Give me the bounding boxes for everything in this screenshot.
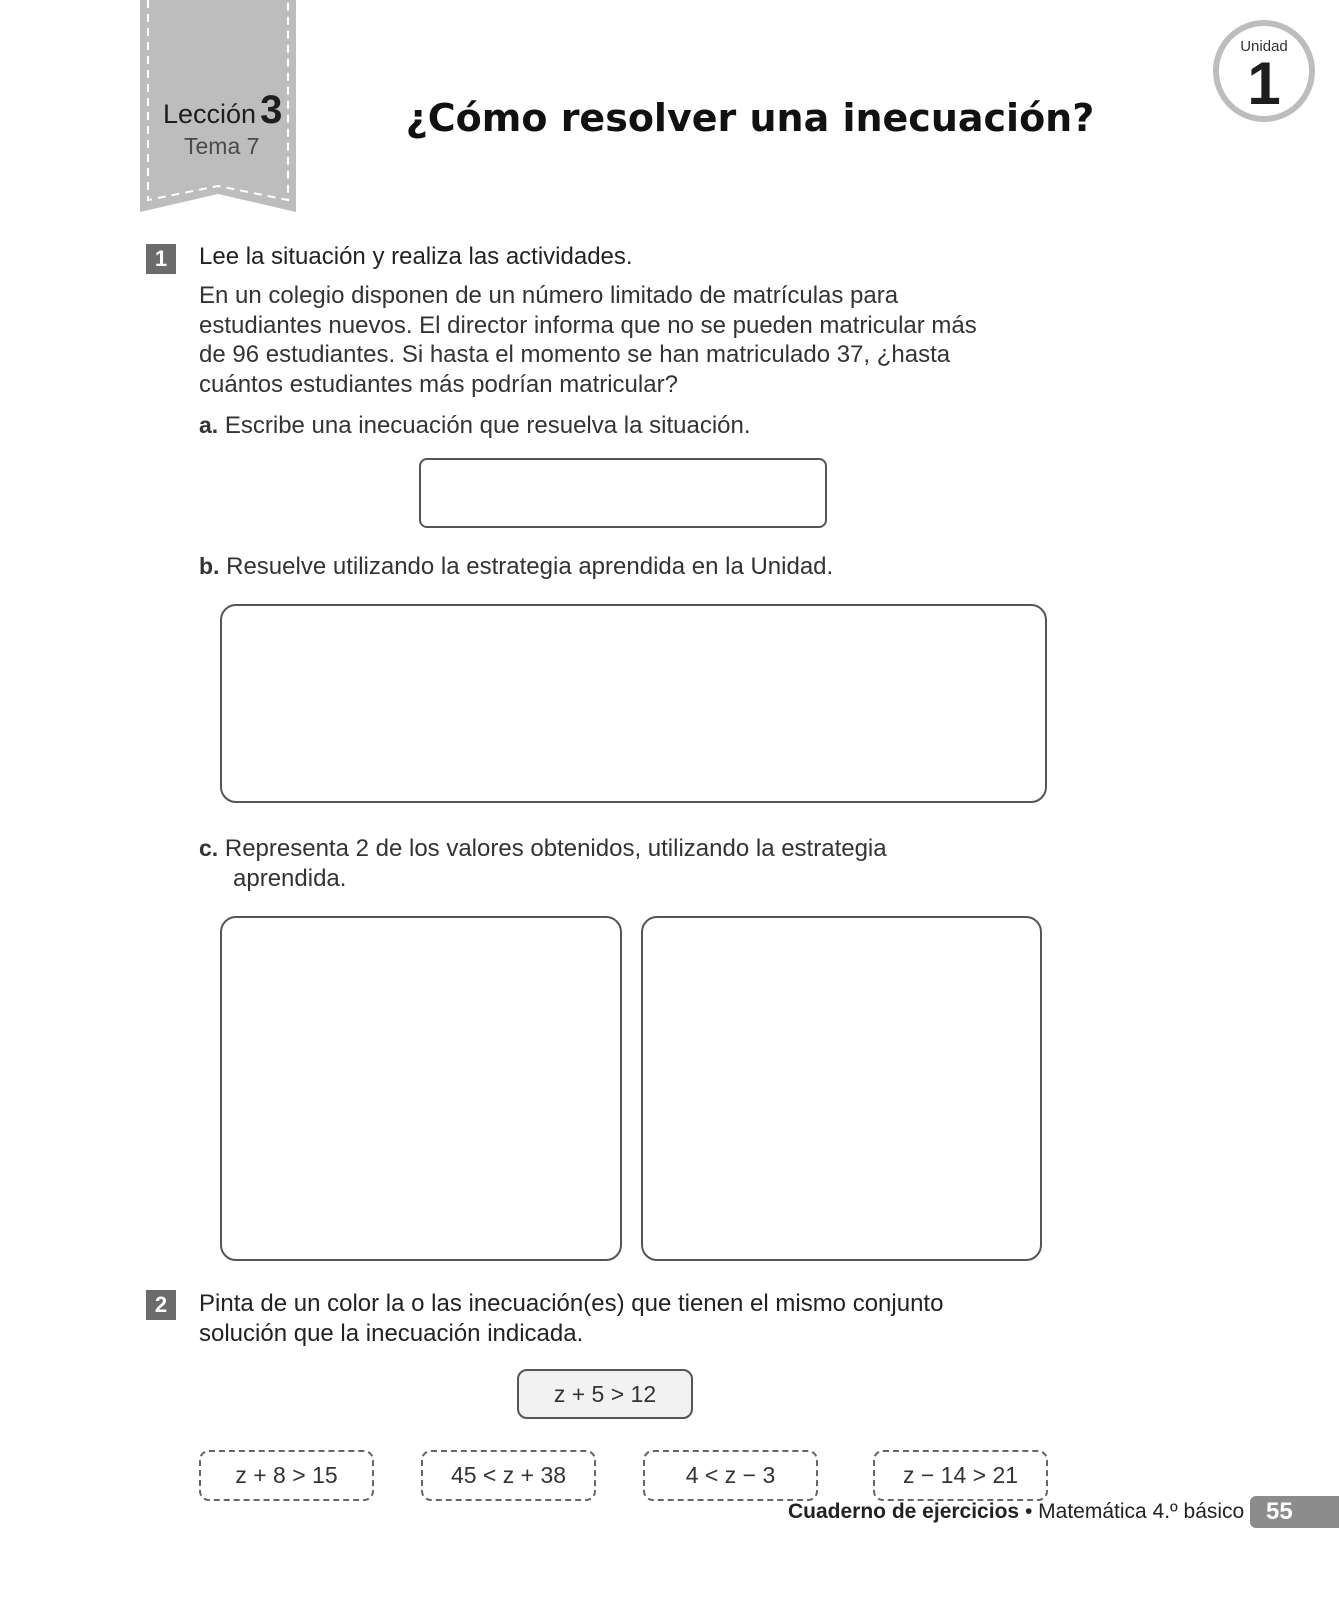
- page-number: 55: [1250, 1496, 1339, 1528]
- situation-line: En un colegio disponen de un número limitado de matrículas para: [199, 282, 899, 309]
- answer-box-a[interactable]: [419, 458, 827, 528]
- answer-box-c-right[interactable]: [641, 916, 1042, 1261]
- option-inequation[interactable]: 45 < z + 38: [421, 1450, 596, 1501]
- activity2-instruction-line1: Pinta de un color la o las inecuación(es) que tienen el mismo conjunto: [199, 1290, 944, 1317]
- item-b-text: Resuelve utilizando la estrategia aprendida en la Unidad.: [226, 553, 834, 580]
- item-a: [199, 412, 751, 440]
- item-b: [199, 553, 833, 581]
- item-a-text: Escribe una inecuación que resuelva la situación.: [224, 412, 751, 439]
- item-c-text: Representa 2 de los valores obtenidos, utilizando la estrategia: [224, 835, 887, 862]
- situation-paragraph: [199, 281, 977, 399]
- item-b-letter: b.: [199, 553, 220, 579]
- page-title: ¿Cómo resolver una inecuación?: [405, 96, 1095, 140]
- item-c-letter: c.: [199, 835, 219, 861]
- activity1-instruction: Lee la situación y realiza las actividades.: [199, 243, 633, 270]
- item-a-letter: a.: [199, 412, 219, 438]
- lesson-label: [163, 88, 282, 133]
- activity-number-2: 2: [146, 1290, 176, 1320]
- answer-box-c-left[interactable]: [220, 916, 622, 1261]
- footer-text: [788, 1500, 1244, 1524]
- situation-line: cuántos estudiantes más podrían matricular?: [199, 370, 678, 398]
- situation-line: de 96 estudiantes. Si hasta el momento se han matriculado 37, ¿hasta: [199, 341, 951, 368]
- footer-bullet: •: [1024, 1500, 1033, 1523]
- item-c-text-line2: aprendida.: [233, 864, 347, 892]
- topic-label: Tema 7: [184, 133, 260, 159]
- situation-line: estudiantes nuevos. El director informa que no se pueden matricular más: [199, 311, 977, 339]
- item-c: [199, 834, 887, 893]
- footer-subject: Matemática 4.º básico: [1038, 1500, 1245, 1523]
- option-inequation[interactable]: z + 8 > 15: [199, 1450, 374, 1501]
- activity2-instruction: [199, 1289, 943, 1348]
- option-inequation[interactable]: 4 < z − 3: [643, 1450, 818, 1501]
- footer-book: Cuaderno de ejercicios: [788, 1500, 1020, 1523]
- answer-box-b[interactable]: [220, 604, 1047, 803]
- lesson-word: Lección: [163, 99, 257, 129]
- lesson-number: 3: [260, 88, 283, 132]
- activity-number-1: 1: [146, 244, 176, 274]
- unit-number: 1: [1247, 50, 1281, 117]
- activity2-instruction-line2: solución que la inecuación indicada.: [199, 1319, 584, 1347]
- unit-badge: [1213, 20, 1313, 120]
- unit-word: Unidad: [1240, 38, 1288, 55]
- option-inequation[interactable]: z − 14 > 21: [873, 1450, 1048, 1501]
- reference-inequation: z + 5 > 12: [517, 1369, 693, 1419]
